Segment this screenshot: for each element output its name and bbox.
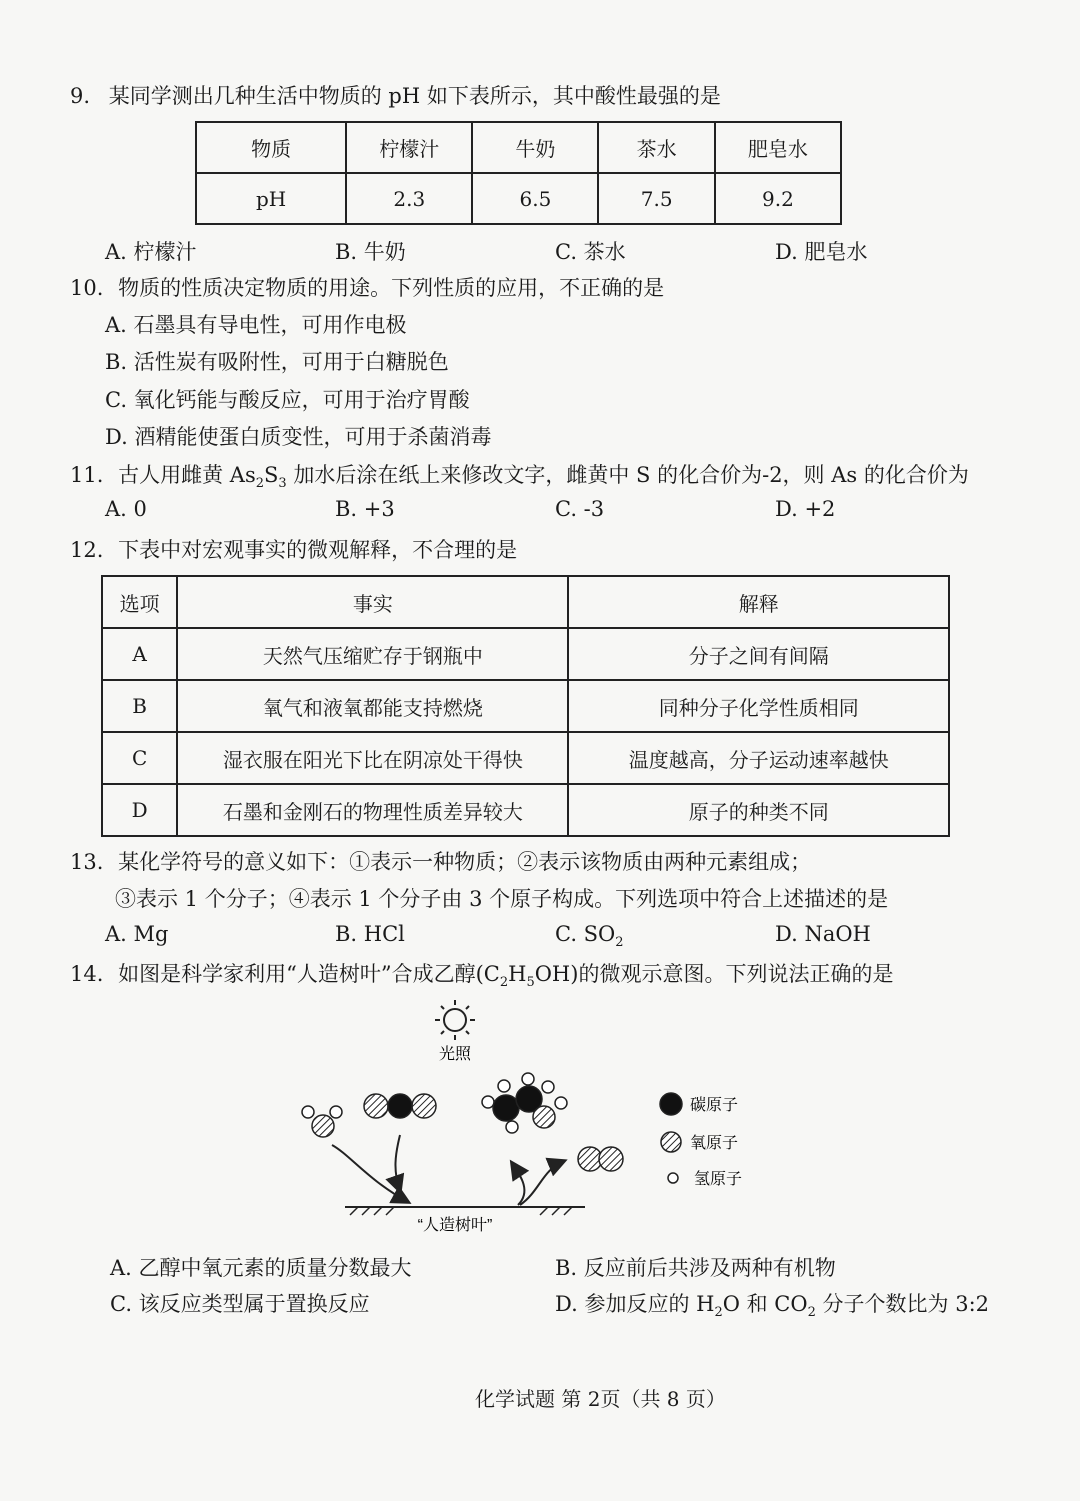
table-cell: C [102,732,177,784]
q14-option-d-text-b: O 和 CO [722,1292,808,1316]
q12-stem: 下表中对宏观事实的微观解释，不合理的是 [118,538,518,562]
q14-sub-5: 5 [526,975,535,991]
q13-stem-line2: ③表示 1 个分子；④表示 1 个分子由 3 个原子构成。下列选项中符合上述描述的是 [115,887,889,911]
oxygen-molecule-icon [578,1147,623,1171]
table-row [102,628,949,680]
table-header-cell: 牛奶 [472,122,598,173]
q14-option-a[interactable]: A. 乙醇中氧元素的质量分数最大 [110,1256,412,1280]
q9-stem-line [70,80,721,110]
q14-artificial-leaf-figure [0,995,1080,1255]
table-cell: 温度越高，分子运动速率越快 [568,732,949,784]
carbon-atom-icon [660,1093,682,1115]
table-cell: 原子的种类不同 [568,784,949,836]
q11-option-a[interactable]: A. 0 [105,497,147,521]
table-cell: 天然气压缩贮存于钢瓶中 [177,628,568,680]
q13-option-a[interactable]: A. Mg [105,922,169,946]
q14-option-d-text-c: 分子个数比为 3:2 [815,1292,990,1316]
q12-stem-line [70,534,517,564]
q14-option-d-text-a: D. 参加反应的 H [555,1292,715,1316]
q10-option-a[interactable]: A. 石墨具有导电性，可用作电极 [105,313,407,337]
q10-option-c[interactable]: C. 氧化钙能与酸反应，可用于治疗胃酸 [105,388,470,412]
q11-stem-b: 加水后涂在纸上来修改文字，雌黄中 S 的化合价为-2，则 As 的化合价为 [286,463,969,487]
q13-option-c-text: C. SO [555,922,616,946]
q14-option-d-sub2: 2 [807,1305,816,1321]
oxygen-atom-icon [661,1132,681,1152]
table-row [102,732,949,784]
q9-stem: 某同学测出几种生活中物质的 pH 如下表所示，其中酸性最强的是 [108,84,721,108]
q13-stem-line [70,846,811,876]
table-cell: 石墨和金刚石的物理性质差异较大 [177,784,568,836]
q14-option-d[interactable] [555,1288,989,1320]
q13-option-b[interactable]: B. HCl [335,922,405,946]
q13-option-d[interactable]: D. NaOH [775,922,871,946]
table-cell: 分子之间有间隔 [568,628,949,680]
q11-number: 11. [70,463,104,487]
arrow-icon [395,1135,400,1191]
table-cell: 2.3 [346,173,472,224]
q10-option-d[interactable]: D. 酒精能使蛋白质变性，可用于杀菌消毒 [105,425,492,449]
table-row [196,122,841,173]
q14-leaf-label: “人造树叶” [417,1217,493,1234]
q14-option-b[interactable]: B. 反应前后共涉及两种有机物 [555,1256,836,1280]
q14-stem-c: OH)的微观示意图。下列说法正确的是 [534,962,894,986]
q11-formula-as-sub: 2 [255,476,265,492]
arrow-icon [520,1161,564,1205]
q9-number: 9. [70,84,91,108]
arrow-icon [512,1163,524,1205]
table-row [196,173,841,224]
legend-label-oxygen: 氧原子 [690,1135,739,1152]
table-row [102,784,949,836]
table-header-cell: 肥皂水 [715,122,841,173]
q14-sub-2: 2 [499,975,509,991]
legend-label-hydrogen: 氢原子 [694,1171,743,1188]
table-cell: 7.5 [598,173,714,224]
table-header-cell: 物质 [196,122,346,173]
table-header-cell: 茶水 [598,122,714,173]
q13-stem-line1: 某化学符号的意义如下：①表示一种物质；②表示该物质由两种元素组成； [118,850,812,874]
table-cell: B [102,680,177,732]
q11-option-d[interactable]: D. +2 [775,497,836,521]
q11-formula-s-sub: 3 [278,476,287,492]
table-cell: 氧气和液氧都能支持燃烧 [177,680,568,732]
table-cell: 湿衣服在阳光下比在阴凉处干得快 [177,732,568,784]
artificial-leaf-surface [345,1207,585,1215]
table-cell: A [102,628,177,680]
figure-legend [660,1093,742,1188]
q10-number: 10. [70,276,104,300]
q12-explanation-table [101,575,950,837]
q14-light-label: 光照 [438,1046,472,1063]
q9-option-a[interactable]: A. 柠檬汁 [105,240,197,264]
table-header-cell: 柠檬汁 [346,122,472,173]
q14-stem-a: 如图是科学家利用“人造树叶”合成乙醇(C [118,962,500,986]
q14-number: 14. [70,962,104,986]
q11-formula-as: As [229,463,256,487]
table-cell: 同种分子化学性质相同 [568,680,949,732]
q11-stem-line [70,459,969,491]
q13-option-c[interactable] [555,922,624,950]
ethanol-molecule-icon [482,1073,567,1133]
carbon-dioxide-molecule-icon [364,1094,436,1118]
q10-stem-line [70,272,664,302]
water-molecule-icon [302,1106,342,1137]
q11-formula-s: S [264,463,279,487]
q9-option-b[interactable]: B. 牛奶 [335,240,406,264]
page-footer: 化学试题 第 2页（共 8 页） [475,1387,726,1411]
table-cell: 6.5 [472,173,598,224]
table-row [102,680,949,732]
q12-number: 12. [70,538,104,562]
q14-stem-b: H [508,962,527,986]
q13-number: 13. [70,850,104,874]
table-header-cell: 选项 [102,576,177,628]
q10-stem: 物质的性质决定物质的用途。下列性质的应用，不正确的是 [118,276,665,300]
table-cell: pH [196,173,346,224]
sun-icon [435,1000,475,1040]
table-cell: D [102,784,177,836]
q9-option-d[interactable]: D. 肥皂水 [775,240,868,264]
hydrogen-atom-icon [668,1173,678,1183]
q9-ph-table [195,121,842,225]
q11-option-b[interactable]: B. +3 [335,497,395,521]
q10-option-b[interactable]: B. 活性炭有吸附性，可用于白糖脱色 [105,350,449,374]
q14-option-c[interactable]: C. 该反应类型属于置换反应 [110,1292,370,1316]
q9-option-c[interactable]: C. 茶水 [555,240,626,264]
table-cell: 9.2 [715,173,841,224]
table-row [102,576,949,628]
q11-option-c[interactable]: C. -3 [555,497,605,521]
table-header-cell: 解释 [568,576,949,628]
legend-label-carbon: 碳原子 [690,1097,739,1114]
q13-option-c-sub: 2 [615,935,624,951]
q14-option-d-sub1: 2 [714,1305,723,1321]
table-header-cell: 事实 [177,576,568,628]
q11-stem-a: 古人用雌黄 [118,463,230,487]
q14-stem-line [70,958,893,990]
